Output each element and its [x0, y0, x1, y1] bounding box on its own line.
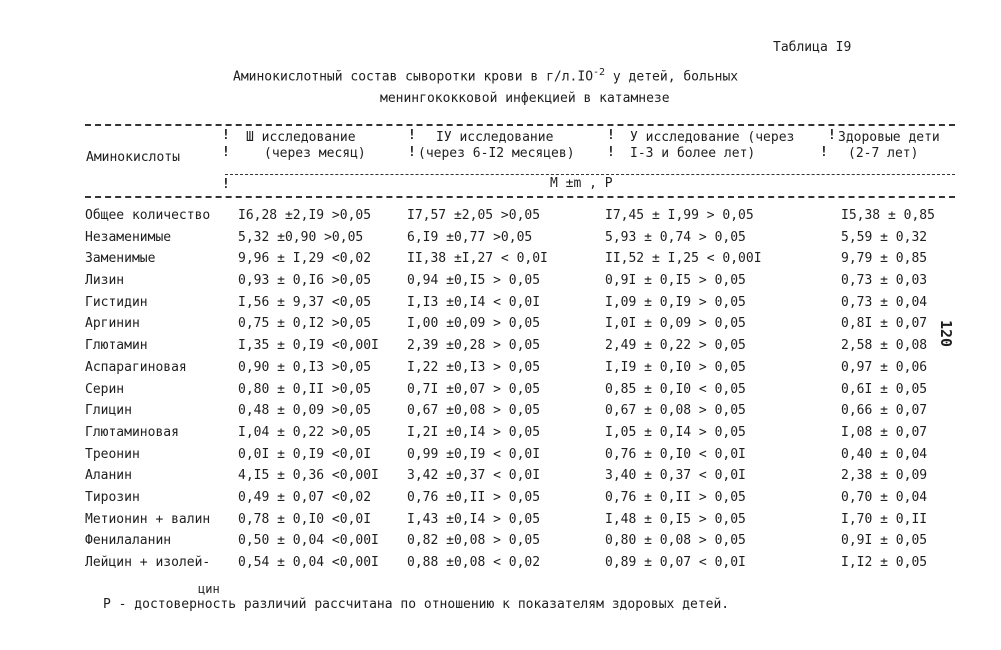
cell-study-4: I,00 ±0,09 > 0,05: [407, 316, 541, 332]
table-title-line1: Аминокислотный состав сыворотки крови в $г/л.IO^{-2}$ у детей, больных: [233, 67, 739, 85]
cell-study-4: 0,67 ±0,08 > 0,05: [407, 403, 541, 419]
separator: !: [222, 177, 230, 192]
cell-healthy: 0,97 ± 0,06: [841, 359, 928, 375]
table-title-line2: менингококковой инфекцией в катамнезе: [380, 91, 670, 106]
separator: !: [828, 128, 836, 143]
cell-study-5: 0,89 ± 0,07 < 0,0I: [605, 555, 746, 570]
cell-study-5: 0,67 ± 0,08 > 0,05: [605, 403, 746, 419]
cell-study-5: I,0I ± 0,09 > 0,05: [605, 316, 746, 332]
row-name: Аланин: [85, 468, 132, 484]
row-name: Глютаминовая: [85, 424, 179, 440]
cell-study-3: 9,96 ± I,29 <0,02: [238, 251, 372, 267]
cell-study-3: 0,54 ± 0,04 <0,00I: [238, 555, 379, 570]
cell-healthy: I,08 ± 0,07: [841, 424, 928, 440]
cell-study-4: I,2I ±0,I4 > 0,05: [407, 424, 541, 440]
cell-study-4: 2,39 ±0,28 > 0,05: [407, 338, 541, 354]
cell-study-4: I,I3 ±0,I4 < 0,0I: [407, 294, 541, 310]
header-stat-notation: М ±m , Р: [550, 176, 613, 191]
cell-healthy: 0,73 ± 0,04: [841, 294, 928, 310]
separator: !: [607, 128, 615, 143]
cell-study-5: 0,76 ± 0,II > 0,05: [605, 489, 746, 505]
cell-study-5: 0,80 ± 0,08 > 0,05: [605, 533, 746, 549]
cell-study-4: II,38 ±I,27 < 0,0I: [407, 251, 548, 267]
row-name: Заменимые: [85, 251, 156, 267]
row-name: Глицин: [85, 403, 132, 419]
cell-study-5: II,52 ± I,25 < 0,00I: [605, 251, 762, 267]
cell-study-3: I,56 ± 9,37 <0,05: [238, 294, 372, 310]
cell-study-3: I,04 ± 0,22 >0,05: [238, 424, 372, 440]
cell-study-5: 0,76 ± 0,I0 < 0,0I: [605, 446, 746, 462]
cell-study-3: 0,48 ± 0,09 >0,05: [238, 403, 372, 419]
row-name: Лейцин + изолей-: [85, 555, 211, 570]
separator: !: [820, 145, 828, 160]
row-name: Тирозин: [85, 489, 140, 505]
cell-study-5: 0,85 ± 0,I0 < 0,05: [605, 381, 746, 397]
row-name: Серин: [85, 381, 125, 397]
row-name-continuation: цин: [198, 582, 220, 596]
page-number: 120: [937, 320, 955, 348]
cell-study-4: 0,76 ±0,II > 0,05: [407, 489, 541, 505]
header-bottom-rule: [85, 196, 955, 198]
cell-study-3: 0,0I ± 0,I9 <0,0I: [238, 446, 372, 462]
cell-study-3: 0,90 ± 0,I3 >0,05: [238, 359, 372, 375]
cell-healthy: 0,66 ± 0,07: [841, 403, 928, 419]
row-name: Фенилаланин: [85, 533, 172, 549]
cell-study-4: I,43 ±0,I4 > 0,05: [407, 511, 541, 527]
cell-study-5: 3,40 ± 0,37 < 0,0I: [605, 468, 746, 484]
separator: !: [222, 145, 230, 160]
row-name: Незаменимые: [85, 229, 172, 245]
row-name: Треонин: [85, 446, 140, 462]
cell-study-4: 0,88 ±0,08 < 0,02: [407, 555, 541, 570]
separator: !: [607, 145, 615, 160]
separator: !: [408, 128, 416, 143]
cell-study-4: 0,99 ±0,I9 < 0,0I: [407, 446, 541, 462]
cell-study-3: 0,75 ± 0,I2 >0,05: [238, 316, 372, 332]
separator: !: [222, 128, 230, 143]
header-study-4: IУ исследование (через 6-I2 месяцев): [418, 130, 575, 161]
cell-healthy: 5,59 ± 0,32: [841, 229, 928, 245]
cell-study-4: I7,57 ±2,05 >0,05: [407, 208, 541, 223]
cell-healthy: I,70 ± 0,II: [841, 511, 928, 527]
cell-healthy: 0,70 ± 0,04: [841, 489, 928, 505]
cell-study-5: I,48 ± 0,I5 > 0,05: [605, 511, 746, 527]
cell-study-3: 0,80 ± 0,II >0,05: [238, 381, 372, 397]
row-name: Аргинин: [85, 316, 140, 332]
cell-study-3: 0,93 ± 0,I6 >0,05: [238, 273, 372, 289]
cell-healthy: I,I2 ± 0,05: [841, 555, 928, 570]
row-name: Аспарагиновая: [85, 359, 187, 375]
table-label: Таблица I9: [773, 40, 852, 55]
cell-study-4: 6,I9 ±0,77 >0,05: [407, 229, 533, 245]
row-name: Глютамин: [85, 338, 148, 354]
cell-study-3: 0,49 ± 0,07 <0,02: [238, 489, 372, 505]
cell-healthy: 2,38 ± 0,09: [841, 468, 928, 484]
cell-study-5: 2,49 ± 0,22 > 0,05: [605, 338, 746, 354]
cell-study-5: I7,45 ± I,99 > 0,05: [605, 208, 754, 223]
row-name: Лизин: [85, 273, 125, 289]
row-name: Метионин + валин: [85, 511, 211, 527]
cell-healthy: 0,8I ± 0,07: [841, 316, 928, 332]
separator: !: [408, 145, 416, 160]
top-rule: [85, 124, 955, 126]
cell-study-5: I,I9 ± 0,I0 > 0,05: [605, 359, 746, 375]
cell-healthy: 0,73 ± 0,03: [841, 273, 928, 289]
cell-study-3: I,35 ± 0,I9 <0,00I: [238, 338, 379, 354]
cell-study-5: 0,9I ± 0,I5 > 0,05: [605, 273, 746, 289]
cell-study-5: 5,93 ± 0,74 > 0,05: [605, 229, 746, 245]
cell-healthy: 0,9I ± 0,05: [841, 533, 928, 549]
cell-healthy: 2,58 ± 0,08: [841, 338, 928, 354]
cell-study-4: I,22 ±0,I3 > 0,05: [407, 359, 541, 375]
cell-healthy: 0,6I ± 0,05: [841, 381, 928, 397]
row-name: Общее количество: [85, 208, 211, 223]
cell-healthy: 9,79 ± 0,85: [841, 251, 928, 267]
cell-study-4: 0,7I ±0,07 > 0,05: [407, 381, 541, 397]
header-study-5: У исследование (через I-3 и более лет): [630, 130, 795, 161]
header-healthy: Здоровые дети (2-7 лет): [838, 130, 940, 161]
cell-study-4: 3,42 ±0,37 < 0,0I: [407, 468, 541, 484]
cell-study-5: I,05 ± 0,I4 > 0,05: [605, 424, 746, 440]
cell-healthy: I5,38 ± 0,85: [841, 208, 935, 223]
cell-study-3: 0,50 ± 0,04 <0,00I: [238, 533, 379, 549]
footnote: Р - достоверность различий рассчитана по отношению к показателям здоровых детей.: [103, 597, 730, 612]
row-name: Гистидин: [85, 294, 148, 310]
cell-study-4: 0,94 ±0,I5 > 0,05: [407, 273, 541, 289]
header-mid-rule: [225, 174, 955, 175]
cell-healthy: 0,40 ± 0,04: [841, 446, 928, 462]
cell-study-5: I,09 ± 0,I9 > 0,05: [605, 294, 746, 310]
cell-study-3: 5,32 ±0,90 >0,05: [238, 229, 364, 245]
header-study-3: Ш исследование (через месяц): [246, 130, 366, 161]
cell-study-3: 4,I5 ± 0,36 <0,00I: [238, 468, 379, 484]
cell-study-3: 0,78 ± 0,I0 <0,0I: [238, 511, 372, 527]
header-amino-acids: Аминокислоты: [86, 150, 180, 165]
cell-study-4: 0,82 ±0,08 > 0,05: [407, 533, 541, 549]
cell-study-3: I6,28 ±2,I9 >0,05: [238, 208, 372, 223]
